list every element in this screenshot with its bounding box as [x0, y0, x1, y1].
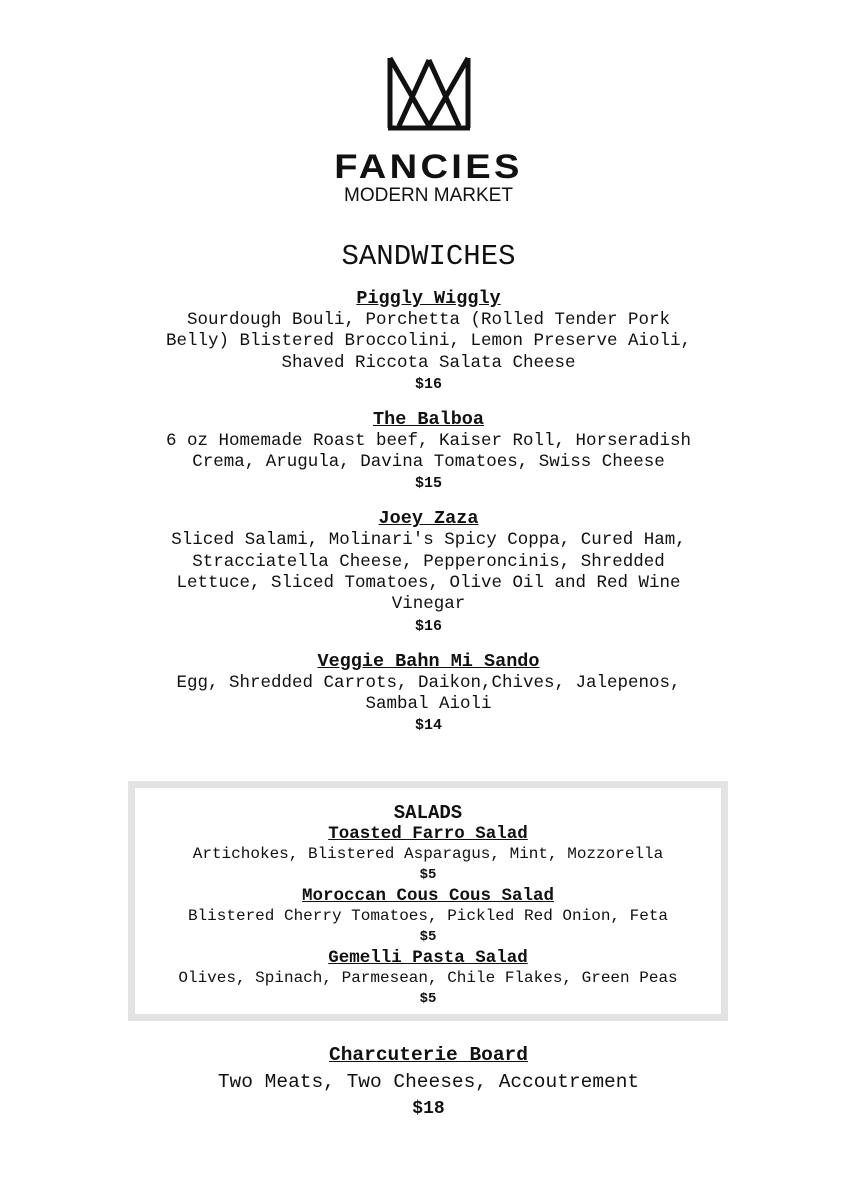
menu-item: [164, 288, 694, 395]
brand-name: FANCIES: [334, 148, 523, 186]
menu-item: [164, 508, 694, 636]
item-description: Sourdough Bouli, Porchetta (Rolled Tender Pork Belly) Blistered Broccolini, Lemon Preserve Aioli, Shaved Riccota Salata Cheese: [165, 310, 692, 373]
item-name: Piggly Wiggly: [356, 288, 501, 309]
charcuterie-price: $18: [412, 1099, 445, 1119]
salad-item: [135, 948, 721, 1010]
charcuterie-section: [0, 1042, 857, 1122]
salad-description: Blistered Cherry Tomatoes, Pickled Red Onion, Feta: [187, 907, 669, 925]
item-name: The Balboa: [372, 408, 485, 430]
item-description: 6 oz Homemade Roast beef, Kaiser Roll, Horseradish Crema, Arugula, Davina Tomatoes, Swiss Cheese: [165, 430, 692, 473]
salad-description: Artichokes, Blistered Asparagus, Mint, Mozzorella: [192, 845, 664, 863]
salad-name: Toasted Farro Salad: [328, 824, 528, 844]
salad-name: Moroccan Cous Cous Salad: [301, 886, 555, 906]
salad-item: [135, 824, 721, 886]
charcuterie-description: Two Meats, Two Cheeses, Accoutrement: [217, 1071, 640, 1093]
sandwiches-list: [0, 288, 857, 750]
salad-name: Gemelli Pasta Salad: [328, 948, 528, 968]
sandwiches-title: SANDWICHES: [341, 240, 516, 273]
item-name: Joey Zaza: [378, 508, 479, 530]
salads-box: [128, 781, 728, 1021]
salad-item: [135, 886, 721, 948]
salad-price: $5: [419, 929, 437, 945]
brand-subtitle: MODERN MARKET: [344, 185, 513, 206]
item-price: $16: [414, 617, 442, 635]
item-description: Sliced Salami, Molinari's Spicy Coppa, Cured Ham, Stracciatella Cheese, Pepperoncinis, Shredded Lettuce, Sliced Tomatoes, Olive Oil and Red Wine Vinegar: [171, 530, 686, 615]
salad-description: Olives, Spinach, Parmesean, Chile Flakes, Green Peas: [178, 969, 678, 987]
salad-price: $5: [419, 991, 437, 1007]
item-price: $16: [414, 375, 442, 393]
item-description: Egg, Shredded Carrots, Daikon,Chives, Jalepenos, Sambal Aioli: [176, 672, 681, 714]
item-price: $15: [414, 475, 442, 493]
menu-item: [164, 409, 694, 495]
logo: [0, 56, 857, 206]
charcuterie-name: Charcuterie Board: [329, 1044, 528, 1066]
item-name: Veggie Bahn Mi Sando: [317, 650, 540, 672]
item-price: $14: [414, 717, 442, 735]
crown-icon: [386, 56, 472, 132]
menu-item: [164, 651, 694, 737]
salad-price: $5: [419, 867, 437, 883]
salads-title: SALADS: [393, 802, 463, 824]
